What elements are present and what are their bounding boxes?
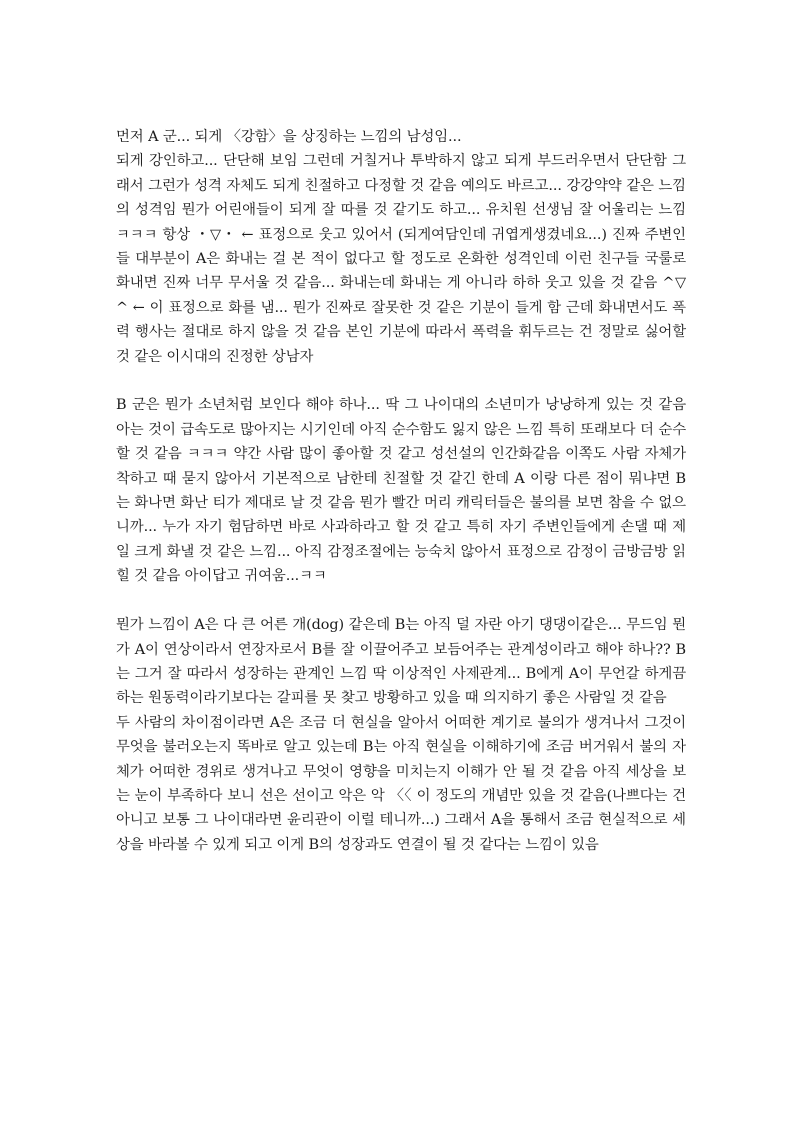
paragraph-b-description: B 군은 뭔가 소년처럼 보인다 해야 하나... 딱 그 나이대의 소년미가 낭낭하게 있는 것 같음 아는 것이 급속도로 많아지는 시기인데 아직 순수함도 잃지 않은 느낌 특히 또래보다 더 순수할 것 같음 ㅋㅋㅋ 약간 사람 많이 좋아할 것 같고 성선설의 인간화같음 이쪽도 사람 자체가 착하고 때 묻지 않아서 기본적으로 남한테 친절할 것 같긴 한데 A 이랑 다른 점이 뭐냐면 B는 화나면 화난 티가 제대로 날 것 같음 뭔가 빨간 머리 캐릭터들은 불의를 보면 참을 수 없으니까... 누가 자기 험담하면 바로 사과하라고 할 것 같고 특히 자기 주변인들에게 손댈 때 제일 크게 화낼 것 같은 느낌... 아직 감정조절에는 능숙치 않아서 표정으로 감정이 금방금방 읽힐 것 같음 아이답고 귀여움...ㅋㅋ [116, 397, 686, 585]
paragraph-differences: 두 사람의 차이점이라면 A은 조금 더 현실을 알아서 어떠한 계기로 불의가 생겨나서 그것이 무엇을 불러오는지 똑바로 알고 있는데 B는 아직 현실을 이해하기에 조금 버거워서 불의 자체가 어떠한 경위로 생겨나고 무엇이 영향을 미치는지 이해가 안 될 것 같음 아직 세상을 보는 눈이 부족하다 보니 선은 선이고 악은 악 〈〈 이 정도의 개념만 있을 것 같음(나쁘다는 건 아니고 보통 그 나이대라면 윤리관이 이럴 테니까...) 그래서 A을 통해서 조금 현실적으로 세상을 바라볼 수 있게 되고 이게 B의 성장과도 연결이 될 것 같다는 느낌이 있음 [116, 714, 686, 853]
document-body [116, 125, 686, 857]
paragraph-spacer [116, 369, 686, 393]
paragraph-relationship: 뭔가 느낌이 A은 다 큰 어른 개(dog) 같은데 B는 아직 덜 자란 아기 댕댕이같은... 무드임 뭔가 A이 연상이라서 연장자로서 B를 잘 이끌어주고 보듬어주는 관계성이라고 해야 하나?? B는 그거 잘 따라서 성장하는 관계인 느낌 딱 이상적인 사제관계... B에게 A이 무언갈 하게끔 하는 원동력이라기보다는 갈피를 못 찾고 방황하고 있을 때 의지하기 좋은 사람일 것 같음 [116, 617, 686, 707]
paragraph-intro-a: 먼저 A 군... 되게 〈강함〉을 상징하는 느낌의 남성임... [116, 129, 462, 145]
paragraph-spacer [116, 589, 686, 613]
paragraph-a-description: 되게 강인하고... 단단해 보임 그런데 거칠거나 투박하지 않고 되게 부드러우면서 단단함 그래서 그런가 성격 자체도 되게 친절하고 다정할 것 같음 예의도 바르고... 강강약약 같은 느낌의 성격임 뭔가 어린애들이 되게 잘 따를 것 같기도 하고... 유치원 선생님 잘 어울리는 느낌 ㅋㅋㅋ 항상 ・▽・ ← 표정으로 웃고 있어서 (되게여담인데 귀엽게생겼네요...) 진짜 주변인들 대부분이 A은 화내는 걸 본 적이 없다고 할 정도로 온화한 성격인데 이런 친구들 국룰로 화내면 진짜 너무 무서울 것 같음... 화내는데 화내는 게 아니라 하하 웃고 있을 것 같음 ^▽^ ← 이 표정으로 화를 냄... 뭔가 진짜로 잘못한 것 같은 기분이 들게 함 근데 화내면서도 폭력 행사는 절대로 하지 않을 것 같음 본인 기분에 따라서 폭력을 휘두르는 건 정말로 싫어할 것 같은 이시대의 진정한 상남자 [116, 153, 686, 365]
